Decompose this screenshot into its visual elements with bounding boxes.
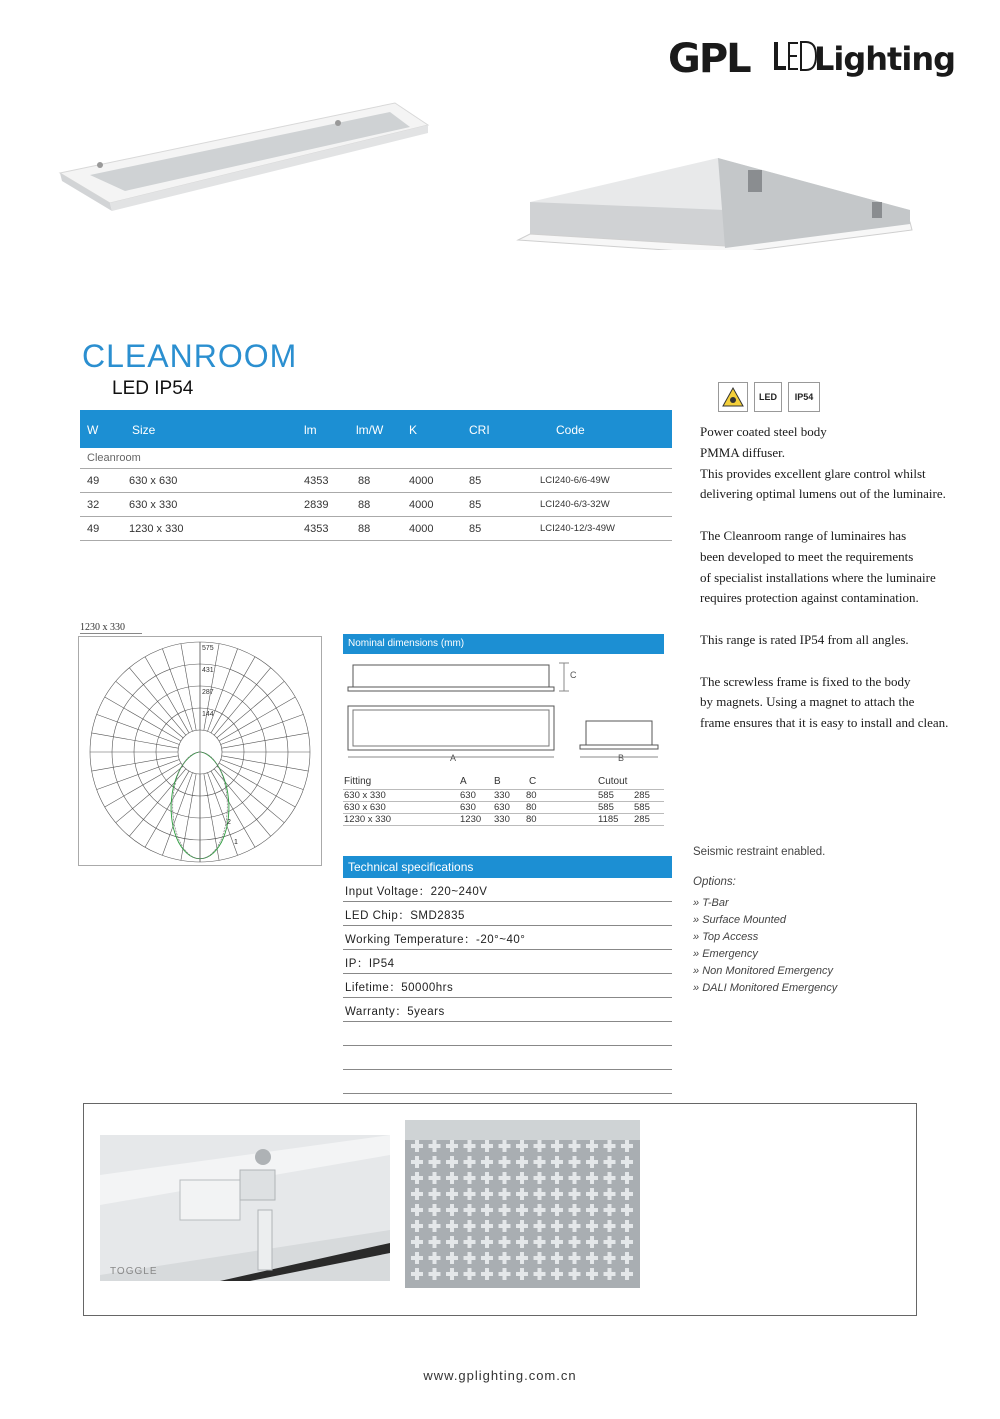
col-header-lmw: lm/W [356,423,384,437]
list-item: » T-Bar [693,895,837,912]
brand-logo: GPL Lighting [668,36,955,82]
page-subtitle: LED IP54 [112,378,194,399]
dimensions-drawing [343,656,664,768]
polar-curve-label: 2 [227,819,231,826]
tech-spec-list [343,878,672,1094]
polar-curve-label: 1 [234,839,238,846]
led-board-photo [405,1120,640,1288]
options-list [693,895,837,997]
page-title: CLEANROOM [82,338,298,374]
polar-ring-label: 431 [202,667,214,674]
dim-label-b: B [618,753,625,763]
table-header: Fitting A B C Cutout [343,776,664,790]
list-item: » Non Monitored Emergency [693,963,837,980]
table-row: 49 630 x 630 4353 88 4000 85 LCI240-6/6-49W [80,469,672,493]
photo-caption: TOGGLE [110,1266,158,1277]
tech-spec-row: Input Voltage：220~240V [343,878,672,902]
list-item: » DALI Monitored Emergency [693,980,837,997]
polar-ring-label: 144 [202,711,214,718]
led-badge: LED [754,382,782,412]
tech-spec-row [343,1022,672,1046]
col-header-size: Size [132,423,156,437]
description-paragraph: This range is rated IP54 from all angles. [700,631,909,647]
ip54-badge: IP54 [788,382,820,412]
tech-spec-row [343,1046,672,1070]
list-item: » Surface Mounted [693,912,837,929]
col-header-lm: lm [304,423,317,437]
dimensions-table [343,776,664,826]
linear-luminaire-image [50,95,430,215]
table-header [80,410,672,448]
table-row: 1230 x 330 1230 330 80 1185 285 [343,814,664,826]
table-row: 630 x 330 630 330 80 585 285 [343,790,664,802]
table-row: 49 1230 x 330 4353 88 4000 85 LCI240-12/3-49W [80,517,672,541]
col-header-k: K [409,423,418,437]
description-paragraph: The Cleanroom range of luminaires has been developed to meet the requirements of specialist installations where the luminaire requires protection against contamination. [700,527,936,606]
square-luminaire-image [510,150,920,250]
product-spec-table [80,410,672,541]
toggle-photo [100,1135,390,1281]
tech-spec-row: Working Temperature：-20°~40° [343,926,672,950]
warning-triangle-icon [718,382,748,412]
options-title: Options: [693,876,736,888]
col-header-w: W [87,423,99,437]
polar-ring-label: 287 [202,689,214,696]
list-item: » Emergency [693,946,837,963]
dim-label-a: A [450,753,457,763]
tech-spec-row: IP：IP54 [343,950,672,974]
dimensions-header: Nominal dimensions (mm) [343,634,664,654]
table-group-row: Cleanroom [80,448,672,469]
tech-spec-header: Technical specifications [343,856,672,878]
col-header-code: Code [556,423,585,437]
col-header-cri: CRI [469,423,490,437]
description-paragraph: Power coated steel body PMMA diffuser. This provides excellent glare control whilst delivering optimal lumens out of the luminaire. [700,424,946,502]
tech-spec-row: Warranty：5years [343,998,672,1022]
tech-spec-row: Lifetime：50000hrs [343,974,672,998]
polar-diagram [78,636,322,866]
table-row: 630 x 630 630 630 80 585 585 [343,802,664,814]
footer-url: www.gplighting.com.cn [423,1368,577,1383]
divider [80,633,142,634]
product-description [700,422,990,755]
polar-diagram-svg [79,637,321,865]
tech-spec-row [343,1070,672,1094]
seismic-note: Seismic restraint enabled. [693,846,826,858]
tech-spec-row: LED Chip：SMD2835 [343,902,672,926]
table-row: 32 630 x 330 2839 88 4000 85 LCI240-6/3-32W [80,493,672,517]
polar-diagram-label: 1230 x 330 [80,622,125,633]
description-paragraph: The screwless frame is fixed to the body by magnets. Using a magnet to attach the frame ensures that it is easy to install and clean. [700,673,949,731]
list-item: » Top Access [693,929,837,946]
led-logo-mark [772,40,818,74]
polar-ring-label: 575 [202,645,214,652]
dim-label-c: C [570,670,577,680]
